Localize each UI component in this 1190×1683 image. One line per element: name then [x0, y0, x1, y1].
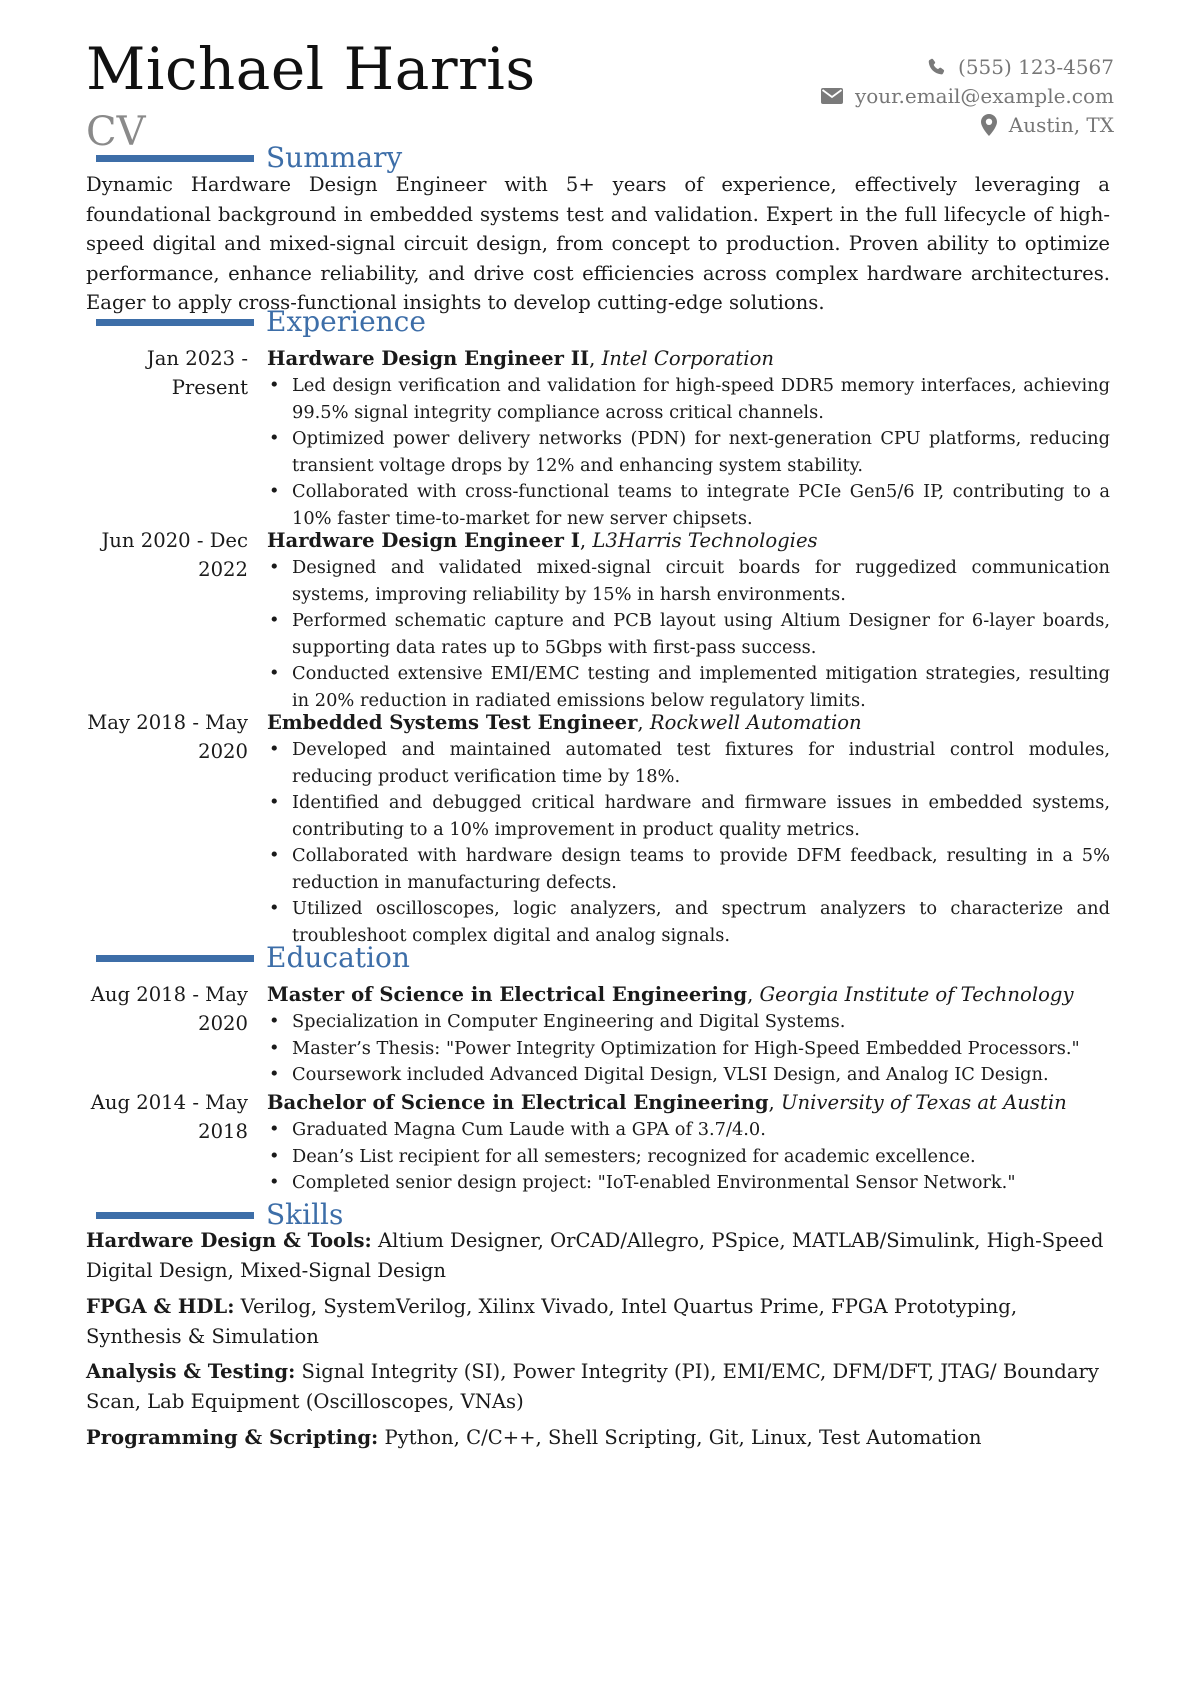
bullet-item: • Conducted extensive EMI/EMC testing and implemented mitigation strategies, resulting in 20% reduction in radiated emissions below regulatory limits.: [267, 661, 1110, 714]
section-rule: [96, 1212, 254, 1219]
phone-icon: [926, 57, 946, 77]
skill-row: [86, 1423, 1110, 1453]
contact-phone: [821, 52, 1114, 81]
section-rule: [96, 319, 254, 326]
section-experience-heading: [96, 304, 426, 340]
entry-organization: Intel Corporation: [601, 347, 774, 370]
entry-bullets: [267, 1117, 1110, 1197]
bullet-item: • Collaborated with hardware design teams to provide DFM feedback, resulting in a 5% reduction in manufacturing defects.: [267, 843, 1110, 896]
skill-row: [86, 1357, 1110, 1416]
candidate-name: Michael Harris: [86, 35, 536, 103]
bullet-item: • Specialization in Computer Engineering and Digital Systems.: [267, 1009, 1110, 1036]
phone-number: (555) 123-4567: [958, 54, 1114, 79]
section-title: Summary: [266, 141, 403, 174]
contact-location: [821, 110, 1114, 139]
section-title: Education: [266, 941, 410, 974]
skill-text: Verilog, SystemVerilog, Xilinx Vivado, Intel Quartus Prime, FPGA Prototyping, Synthesis & Simulation: [86, 1295, 1018, 1348]
bullet-item: • Led design verification and validation for high-speed DDR5 memory interfaces, achieving 99.5% signal integrity compliance across critical channels.: [267, 373, 1110, 426]
entry-title: Hardware Design Engineer II: [267, 347, 590, 370]
entry-date: Jan 2023 - Present: [146, 347, 248, 399]
location-text: Austin, TX: [1008, 112, 1114, 137]
skill-label: Analysis & Testing:: [86, 1360, 296, 1383]
skill-label: Programming & Scripting:: [86, 1426, 379, 1449]
summary-paragraph: Dynamic Hardware Design Engineer with 5+ years of experience, effectively leveraging a foundational background in embedded systems test and validation. Expert in the full lifecycle of high-speed digital and mixed-signal circuit design, from concept to production. Proven ability to optimize performance, enhance reliability, and drive cost efficiencies across complex hardware architectures. Eager to apply cross-functional insights to develop cutting-edge solutions.: [86, 173, 1110, 314]
skill-label: FPGA & HDL:: [86, 1295, 235, 1318]
skill-row: [86, 1292, 1110, 1351]
skill-text: Signal Integrity (SI), Power Integrity (PI), EMI/EMC, DFM/DFT, JTAG/ Boundary Scan, Lab Equipment (Oscilloscopes, VNAs): [86, 1360, 1099, 1413]
entry-organization: Georgia Institute of Technology: [759, 983, 1074, 1006]
bullet-item: • Completed senior design project: "IoT-enabled Environmental Sensor Network.": [267, 1170, 1110, 1197]
section-rule: [96, 955, 254, 962]
entry-title: Bachelor of Science in Electrical Engineering: [267, 1091, 769, 1114]
bullet-item: • Designed and validated mixed-signal circuit boards for ruggedized communication systems, improving reliability by 15% in harsh environments.: [267, 555, 1110, 608]
bullet-item: • Optimized power delivery networks (PDN) for next-generation CPU platforms, reducing transient voltage drops by 12% and enhancing system stability.: [267, 426, 1110, 479]
section-title: Skills: [266, 1198, 344, 1231]
entry-date: Jun 2020 - Dec 2022: [101, 529, 248, 581]
skill-label: Hardware Design & Tools:: [86, 1229, 372, 1252]
bullet-item: • Utilized oscilloscopes, logic analyzers, and spectrum analyzers to characterize and troubleshoot complex digital and analog signals.: [267, 896, 1110, 949]
bullet-item: • Performed schematic capture and PCB layout using Altium Designer for 6-layer boards, supporting data rates up to 5Gbps with first-pass success.: [267, 608, 1110, 661]
entry-bullets: [267, 1009, 1110, 1089]
skill-text: Python, C/C++, Shell Scripting, Git, Linux, Test Automation: [384, 1426, 982, 1449]
entry-organization: University of Texas at Austin: [781, 1091, 1067, 1114]
section-title: Experience: [266, 305, 426, 338]
entry-bullets: [267, 737, 1110, 949]
entry-date: Aug 2014 - May 2018: [90, 1091, 248, 1143]
entry-title: Master of Science in Electrical Engineering: [267, 983, 748, 1006]
bullet-item: • Identified and debugged critical hardware and firmware issues in embedded systems, contributing to a 10% improvement in product quality metrics.: [267, 790, 1110, 843]
bullet-item: • Developed and maintained automated test fixtures for industrial control modules, reducing product verification time by 18%.: [267, 737, 1110, 790]
envelope-icon: [821, 88, 843, 104]
entry-heading: Embedded Systems Test Engineer, Rockwell Automation: [267, 711, 862, 734]
entry-bullets: [267, 373, 1110, 532]
bullet-item: • Dean’s List recipient for all semesters; recognized for academic excellence.: [267, 1144, 1110, 1171]
entry-bullets: [267, 555, 1110, 714]
entry-title: Embedded Systems Test Engineer: [267, 711, 638, 734]
bullet-item: • Coursework included Advanced Digital Design, VLSI Design, and Analog IC Design.: [267, 1062, 1110, 1089]
skill-row: [86, 1226, 1110, 1285]
email-address[interactable]: your.email@example.com: [854, 83, 1114, 108]
entry-date: May 2018 - May 2020: [87, 711, 248, 763]
entry-heading: Hardware Design Engineer I, L3Harris Technologies: [267, 529, 818, 552]
entry-title: Hardware Design Engineer I: [267, 529, 580, 552]
skill-text: Altium Designer, OrCAD/Allegro, PSpice, MATLAB/Simulink, High-Speed Digital Design, Mixed-Signal Design: [86, 1229, 1104, 1282]
document-subtitle: CV: [86, 109, 146, 155]
entry-organization: L3Harris Technologies: [592, 529, 818, 552]
entry-organization: Rockwell Automation: [649, 711, 862, 734]
contact-email: [821, 81, 1114, 110]
entry-heading: Hardware Design Engineer II, Intel Corporation: [267, 347, 774, 370]
bullet-item: • Graduated Magna Cum Laude with a GPA of 3.7/4.0.: [267, 1117, 1110, 1144]
entry-date: Aug 2018 - May 2020: [90, 983, 248, 1035]
entry-heading: Master of Science in Electrical Engineering, Georgia Institute of Technology: [267, 983, 1074, 1006]
entry-heading: Bachelor of Science in Electrical Engineering, University of Texas at Austin: [267, 1091, 1067, 1114]
bullet-item: • Collaborated with cross-functional teams to integrate PCIe Gen5/6 IP, contributing to a 10% faster time-to-market for new server chipsets.: [267, 479, 1110, 532]
section-education-heading: [96, 940, 410, 976]
map-marker-icon: [981, 114, 997, 136]
bullet-item: • Master’s Thesis: "Power Integrity Optimization for High-Speed Embedded Processors.": [267, 1036, 1110, 1063]
section-rule: [96, 155, 254, 162]
contact-block: [821, 52, 1114, 139]
